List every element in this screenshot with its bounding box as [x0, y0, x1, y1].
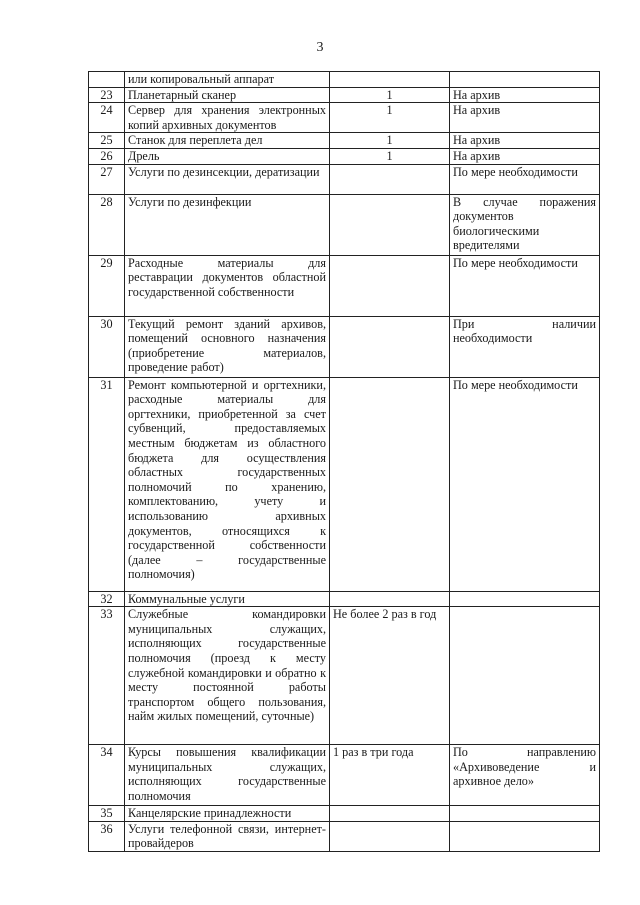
resource-table — [88, 71, 600, 852]
row-number: 35 — [89, 806, 125, 822]
table-row — [89, 821, 600, 851]
row-note — [450, 591, 600, 607]
row-number: 27 — [89, 164, 125, 194]
row-quantity: 1 раз в три года — [330, 745, 450, 806]
row-quantity — [330, 164, 450, 194]
row-name: или копировальный аппарат — [125, 72, 330, 88]
table-row — [89, 607, 600, 745]
table-row — [89, 806, 600, 822]
table-row — [89, 591, 600, 607]
row-name: Канцелярские принадлежности — [125, 806, 330, 822]
row-note: По мере необходимости — [450, 377, 600, 591]
row-note: На архив — [450, 103, 600, 133]
table-row — [89, 164, 600, 194]
table-row — [89, 87, 600, 103]
row-number: 28 — [89, 194, 125, 255]
row-note: На архив — [450, 148, 600, 164]
table-row — [89, 745, 600, 806]
row-quantity — [330, 806, 450, 822]
row-number: 26 — [89, 148, 125, 164]
row-name: Ремонт компьютерной и оргтехники, расходные материалы для оргтехники, приобретенной за счет субвенций, предоставляемых местным бюджетам из областного бюджета для осуществления областных государственных полномочий по хранению, комплектованию, учету и использованию архивных документов, относящихся к государственной собственности (далее – государственные полномочия) — [125, 377, 330, 591]
row-number: 33 — [89, 607, 125, 745]
table-row — [89, 194, 600, 255]
row-name: Сервер для хранения электронных копий архивных документов — [125, 103, 330, 133]
row-number: 31 — [89, 377, 125, 591]
row-name: Курсы повышения квалификации муниципальных служащих, исполняющих государственные полномочия — [125, 745, 330, 806]
row-note — [450, 72, 600, 88]
row-name: Услуги телефонной связи, интернет-провайдеров — [125, 821, 330, 851]
row-name: Текущий ремонт зданий архивов, помещений основного назначения (приобретение материалов, проведение работ) — [125, 316, 330, 377]
row-name: Станок для переплета дел — [125, 133, 330, 149]
row-number: 36 — [89, 821, 125, 851]
row-note — [450, 607, 600, 745]
row-note: На архив — [450, 87, 600, 103]
row-name: Планетарный сканер — [125, 87, 330, 103]
row-name: Услуги по дезинсекции, дератизации — [125, 164, 330, 194]
row-quantity — [330, 821, 450, 851]
row-quantity: 1 — [330, 133, 450, 149]
table-row — [89, 133, 600, 149]
row-quantity — [330, 255, 450, 316]
row-quantity — [330, 591, 450, 607]
row-note: На архив — [450, 133, 600, 149]
row-name: Дрель — [125, 148, 330, 164]
row-number: 24 — [89, 103, 125, 133]
row-note: В случае поражения документов биологическими вредителями — [450, 194, 600, 255]
row-quantity: 1 — [330, 148, 450, 164]
row-name: Расходные материалы для реставрации документов областной государственной собственности — [125, 255, 330, 316]
row-note — [450, 821, 600, 851]
row-note: При наличии необходимости — [450, 316, 600, 377]
row-name: Услуги по дезинфекции — [125, 194, 330, 255]
row-note: По мере необходимости — [450, 164, 600, 194]
table-row — [89, 255, 600, 316]
row-name: Коммунальные услуги — [125, 591, 330, 607]
table-row — [89, 103, 600, 133]
row-quantity — [330, 377, 450, 591]
table-row — [89, 377, 600, 591]
page-number: 3 — [316, 40, 324, 55]
row-number: 23 — [89, 87, 125, 103]
table-row — [89, 148, 600, 164]
row-quantity — [330, 194, 450, 255]
row-quantity: 1 — [330, 87, 450, 103]
table-row — [89, 72, 600, 88]
row-quantity: 1 — [330, 103, 450, 133]
row-number: 29 — [89, 255, 125, 316]
row-number: 32 — [89, 591, 125, 607]
table-row — [89, 316, 600, 377]
row-note: По направлению «Архивоведение и архивное дело» — [450, 745, 600, 806]
row-note — [450, 806, 600, 822]
row-number: 25 — [89, 133, 125, 149]
row-quantity: Не более 2 раз в год — [330, 607, 450, 745]
row-name: Служебные командировки муниципальных служащих, исполняющих государственные полномочия (проезд к месту служебной командировки и обратно к месту постоянной работы транспортом общего пользования, найм жилых помещений, суточные) — [125, 607, 330, 745]
row-number — [89, 72, 125, 88]
row-number: 30 — [89, 316, 125, 377]
row-quantity — [330, 72, 450, 88]
row-quantity — [330, 316, 450, 377]
row-note: По мере необходимости — [450, 255, 600, 316]
row-number: 34 — [89, 745, 125, 806]
